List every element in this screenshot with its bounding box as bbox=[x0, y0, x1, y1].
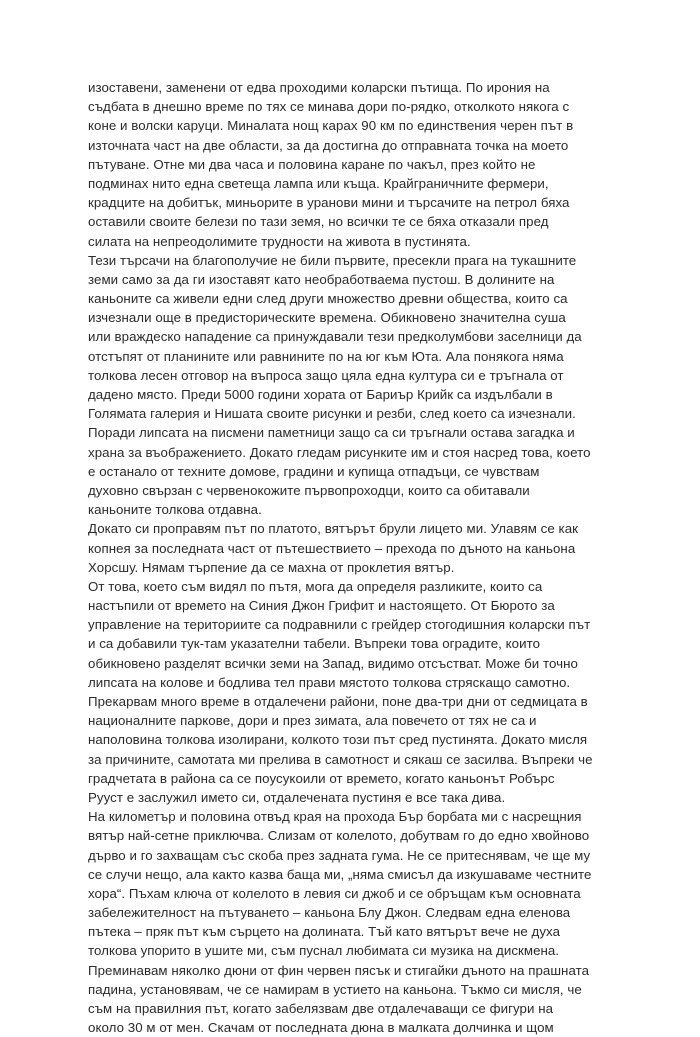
text-line: изчезнали още в предисторическите времена. Обикновено значителна суша bbox=[88, 310, 566, 326]
text-line: падина, установявам, че се намирам в устието на каньона. Тъкмо си мисля, че bbox=[88, 981, 582, 997]
text-line: се случи нещо, ала както казва баща ми, „няма смисъл да изкушаваме честните bbox=[88, 866, 592, 882]
text-line: дадено място. Преди 5000 години хората от Бариър Крийк са издълбали в bbox=[88, 387, 553, 402]
text-line: националните паркове, дори и през зимата, ала повечето от тях не са и bbox=[88, 713, 537, 729]
text-line: съм на правилния път, когато забелязвам две отдалечаващи се фигури на bbox=[88, 1001, 554, 1016]
text-line: копнея за последната част от пътешествието – прехода по дъното на каньона bbox=[88, 540, 576, 556]
text-line: настъпили от времето на Синия Джон Грифит и настоящето. От Бюрото за bbox=[88, 598, 555, 614]
text-line: пътуване. Отне ми два часа и половина каране по чакъл, през който не bbox=[88, 156, 536, 172]
text-line: Преминавам няколко дюни от фин червен пясък и стигайки дъното на прашната bbox=[88, 962, 590, 978]
text-line: пътека – пряк път към сърцето на долината. Тъй като вятърът вече не духа bbox=[88, 924, 561, 940]
text-line: е останало от техните домове, градини и купища отпадъци, се чувствам bbox=[88, 463, 540, 479]
text-line: градчетата в района са се поусукоили от времето, когато каньонът Робърс bbox=[88, 770, 555, 786]
text-line: каньоните са живели едни след други множество древни общества, които са bbox=[88, 291, 568, 307]
text-line: Тези търсачи на благополучие не били първите, пресекли прага на тукашните bbox=[88, 252, 577, 268]
text-line: Поради липсата на писмени паметници защо са си тръгнали остава загадка и bbox=[88, 425, 575, 441]
text-line: изоставени, заменени от едва проходими коларски пътища. По ирония на bbox=[88, 80, 550, 95]
text-line: наполовина толкова изолирани, колкото този път сред пустинята. Докато мисля bbox=[88, 732, 588, 748]
text-line: коне и волски каруци. Миналата нощ карах 90 км по единствения черен път в bbox=[88, 118, 574, 134]
text-line: управление на териториите са подравнили с грейдер стогодишния коларски път bbox=[88, 617, 591, 633]
text-line: отстъпят от планините или равнините по на юг към Юта. Ала понякога няма bbox=[88, 348, 564, 364]
text-line: вятър най-сетне приключва. Слизам от колелото, добутвам го до едно хвойново bbox=[88, 828, 590, 844]
text-line: за причините, самотата ми прелива в самотност и сякаш се засилва. Въпреки че bbox=[88, 751, 593, 767]
text-line: земи само за да ги изоставят като необработваема пустош. В долините на bbox=[88, 271, 555, 287]
text-line: или враждеско нападение са принуждавали тези предколумбови заселници да bbox=[88, 329, 582, 345]
text-line: толкова упорито в ушите ми, съм пуснал любимата си музика на дискмена. bbox=[88, 943, 560, 959]
text-line: хора“. Пъхам ключа от колелото в левия си джоб и се обръщам към основната bbox=[88, 885, 581, 901]
body-text bbox=[88, 78, 616, 1037]
text-line: оставили своите белези по тази земя, но всички те се бяха отказали пред bbox=[88, 214, 549, 230]
text-line: Рууст е заслужил името си, отдалечената пустиня е все така дива. bbox=[88, 789, 506, 805]
text-line: Докато си проправям път по платото, вятърът брули лицето ми. Улавям се как bbox=[88, 521, 579, 537]
text-line: силата на непреодолимите трудности на живота в пустинята. bbox=[88, 233, 471, 249]
text-line: около 30 м от мен. Скачам от последната дюна в малката долчинка и щом bbox=[88, 1020, 554, 1036]
text-line: съдбата в днешно време по тях се минава дори по-рядко, отколкото някога с bbox=[88, 99, 570, 115]
text-line: подминах нито една светеща лампа или къща. Крайграничните фермери, bbox=[88, 175, 549, 191]
text-line: Прекарвам много време в отдалечени райони, поне два-три дни от седмицата в bbox=[88, 694, 588, 709]
text-line: източната част на две области, за да достигна до отправната точка на моето bbox=[88, 137, 569, 153]
text-line: Голямата галерия и Нишата своите рисунки и резби, след което са изчезнали. bbox=[88, 406, 576, 422]
text-line: духовно свързан с червенокожите първопроходци, които са обитавали bbox=[88, 482, 530, 498]
text-line: дърво и го захващам със скоба през задната гума. Не се притеснявам, че ще му bbox=[88, 847, 591, 863]
text-line: От това, което съм видял по пътя, мога да определя разликите, които са bbox=[88, 578, 543, 594]
text-line: храна за въображението. Докато гледам рисунките им и стоя насред това, което bbox=[88, 444, 591, 460]
text-line: На километър и половина отвъд края на прохода Бър борбата ми с насрещния bbox=[88, 809, 582, 825]
text-line: каньоните толкова отдавна. bbox=[88, 502, 262, 518]
text-line: и са добавили тук-там указателни табели. Въпреки това оградите, които bbox=[88, 636, 541, 652]
text-line: Хорсшу. Нямам търпение да се махна от проклетия вятър. bbox=[88, 559, 455, 575]
text-line: толкова лесен отговор на въпроса защо цяла една култура си е тръгнала от bbox=[88, 367, 564, 383]
text-line: забележителност на пътуването – каньона Блу Джон. Следвам една еленова bbox=[88, 905, 571, 921]
text-line: липсата на колове и бодлива тел прави мястото толкова стряскащо самотно. bbox=[88, 674, 571, 690]
text-line: крадците на добитък, миньорите в уранови мини и търсачите на петрол бяха bbox=[88, 195, 570, 211]
text-line: обикновено разделят всички земи на Запад, видимо отсъстват. Може би точно bbox=[88, 655, 578, 671]
